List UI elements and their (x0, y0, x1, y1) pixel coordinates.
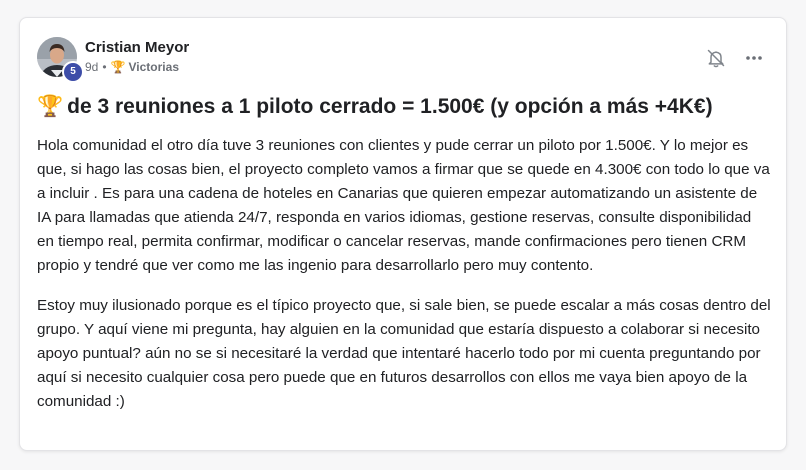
meta-separator: • (102, 60, 107, 74)
post-meta (85, 60, 189, 75)
author-block (85, 37, 189, 75)
author-avatar-wrapper[interactable] (37, 37, 77, 77)
more-horizontal-icon[interactable] (744, 48, 764, 68)
post-header (37, 37, 189, 77)
post-body (37, 134, 772, 430)
post-card (19, 17, 787, 451)
post-title[interactable] (37, 93, 777, 121)
post-title-text: de 3 reuniones a 1 piloto cerrado = 1.500€ (y opción a más +4K€) (67, 95, 713, 118)
post-paragraph: Hola comunidad el otro día tuve 3 reuniones con clientes y pude cerrar un piloto por 1.500€. Y lo mejor es que, si hago las cosas bien, el proyecto completo vamos a firmar que se quede en 4.300€ con todo lo que va a incluir . Es para una cadena de hoteles en Canarias que quieren empezar automatizando un asistente de IA para llamadas que atienda 24/7, responda en varios idiomas, gestione reservas, consulte disponibilidad en tiempo real, permita confirmar, modificar o cancelar reservas, mande confirmaciones pero tienen CRM propio y tendré que ver como me las ingenio para desarrollarlo pero muy contento. (37, 137, 770, 274)
post-time[interactable]: 9d (85, 60, 99, 74)
post-paragraph: Estoy muy ilusionado porque es el típico proyecto que, si sale bien, se puede escalar a más cosas dentro del grupo. Y aquí viene mi pregunta, hay alguien en la comunidad que estaría dispuesto a colaborar si necesito apoyo puntual? aún no se si necesitaré la verdad que intentaré hacerlo todo por mi cuenta preguntando por aquí si necesito cualquier cosa pero puede que en futuros desarrollos con ellos me vaya bien apoyo de la comunidad :) (37, 297, 771, 410)
bell-off-icon[interactable] (706, 48, 726, 68)
post-category[interactable]: Victorias (128, 60, 179, 74)
post-actions (706, 48, 764, 68)
title-trophy-icon: 🏆 (37, 95, 64, 118)
author-name[interactable]: Cristian Meyor (85, 39, 190, 56)
trophy-icon: 🏆 (110, 60, 126, 74)
level-badge: 5 (62, 61, 84, 83)
